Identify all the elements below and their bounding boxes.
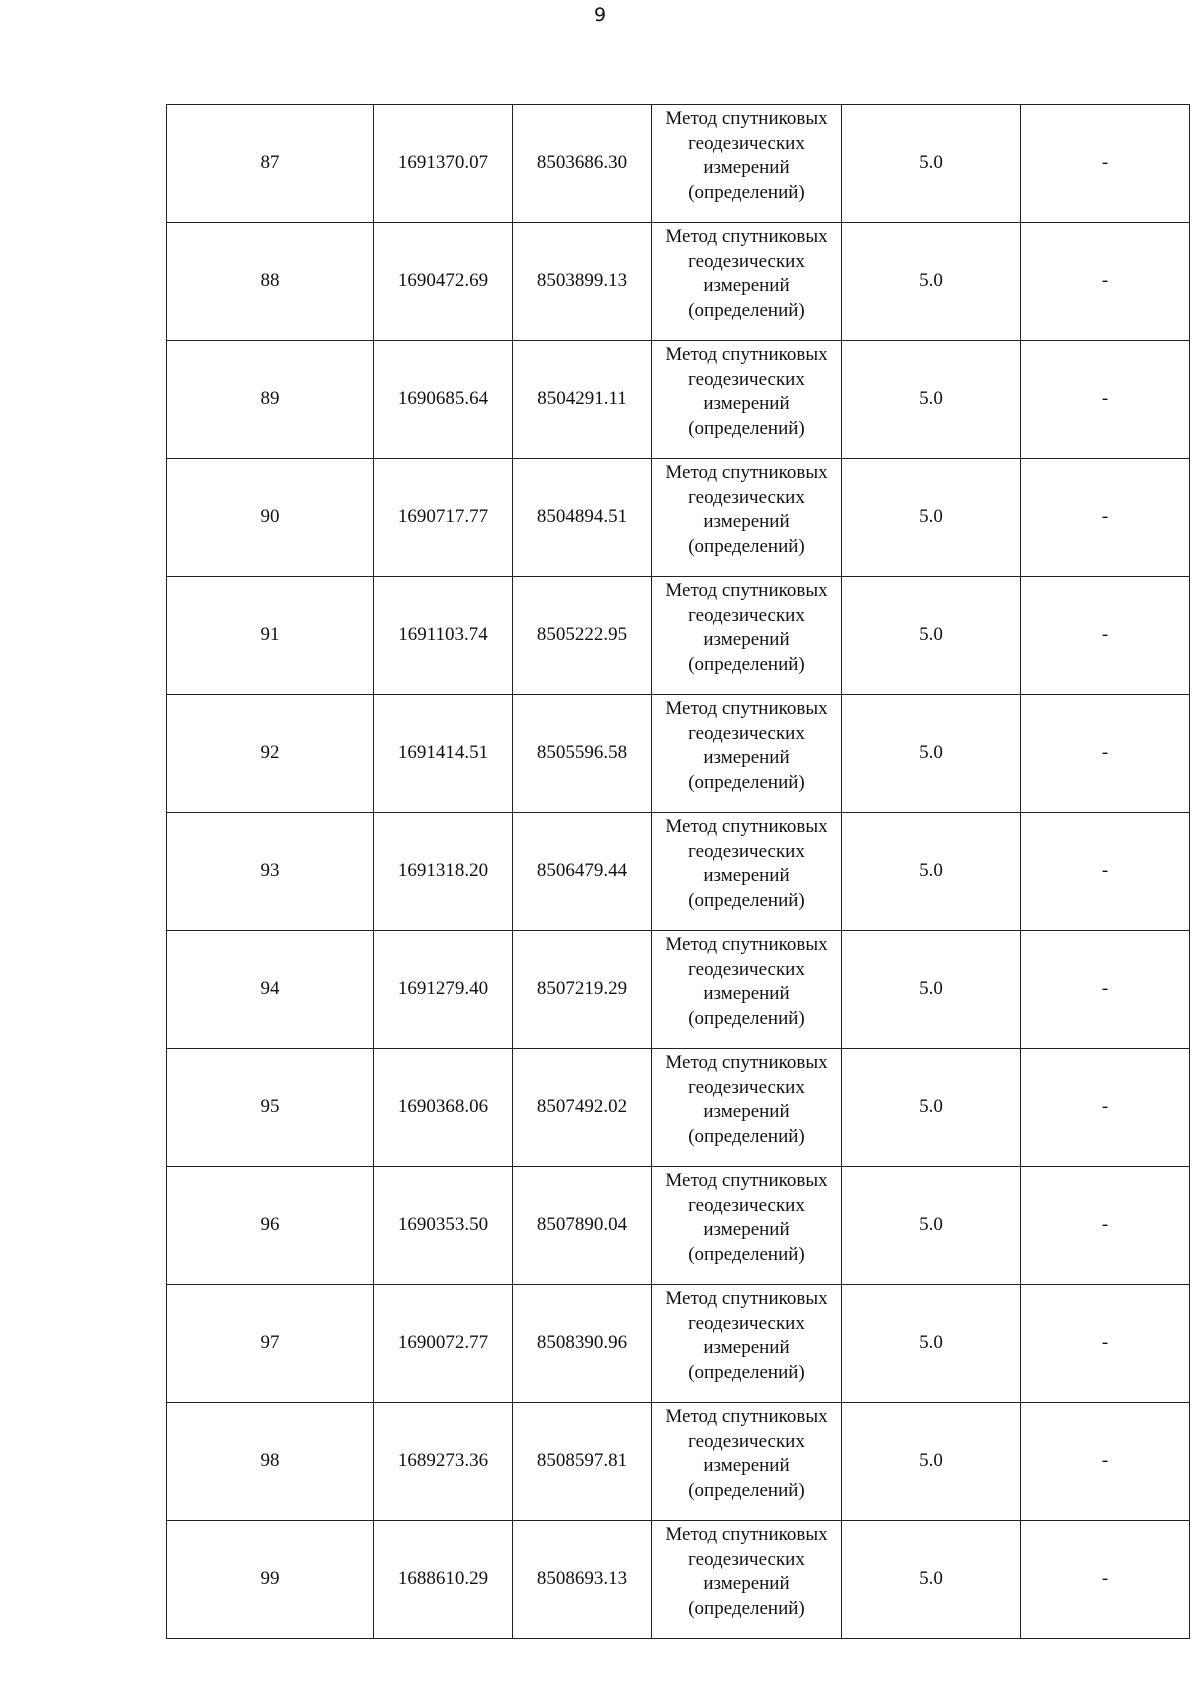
method-cell xyxy=(652,341,842,459)
method-line: (определений) xyxy=(688,1479,805,1501)
method-cell xyxy=(652,223,842,341)
method-line: (определений) xyxy=(688,299,805,321)
table-row xyxy=(167,459,1190,577)
y-coordinate-cell: 8504894.51 xyxy=(513,459,652,577)
point-number-cell: 99 xyxy=(167,1521,374,1639)
x-coordinate-cell: 1690685.64 xyxy=(374,341,513,459)
method-line: (определений) xyxy=(688,417,805,439)
method-line: Метод спутниковых xyxy=(665,1288,828,1309)
method-line: измерений xyxy=(703,747,790,768)
method-line: Метод спутниковых xyxy=(665,1406,828,1427)
method-line: (определений) xyxy=(688,889,805,911)
method-line: (определений) xyxy=(688,1007,805,1029)
method-line: (определений) xyxy=(688,1243,805,1265)
note-cell: - xyxy=(1021,577,1190,695)
table-row xyxy=(167,223,1190,341)
x-coordinate-cell: 1691414.51 xyxy=(374,695,513,813)
x-coordinate-cell: 1691370.07 xyxy=(374,105,513,223)
accuracy-cell: 5.0 xyxy=(842,105,1021,223)
accuracy-cell: 5.0 xyxy=(842,341,1021,459)
y-coordinate-cell: 8505596.58 xyxy=(513,695,652,813)
method-line: измерений xyxy=(703,865,790,886)
x-coordinate-cell: 1690368.06 xyxy=(374,1049,513,1167)
point-number-cell: 87 xyxy=(167,105,374,223)
method-cell xyxy=(652,931,842,1049)
method-line: геодезических xyxy=(688,958,805,980)
note-cell: - xyxy=(1021,695,1190,813)
method-line: (определений) xyxy=(688,653,805,675)
table-row xyxy=(167,931,1190,1049)
coordinates-table-body xyxy=(167,105,1190,1639)
method-line: Метод спутниковых xyxy=(665,108,828,129)
point-number-cell: 98 xyxy=(167,1403,374,1521)
note-cell: - xyxy=(1021,105,1190,223)
method-line: геодезических xyxy=(688,132,805,154)
accuracy-cell: 5.0 xyxy=(842,1167,1021,1285)
method-cell xyxy=(652,459,842,577)
method-line: измерений xyxy=(703,1219,790,1240)
point-number-cell: 90 xyxy=(167,459,374,577)
x-coordinate-cell: 1688610.29 xyxy=(374,1521,513,1639)
accuracy-cell: 5.0 xyxy=(842,577,1021,695)
y-coordinate-cell: 8507219.29 xyxy=(513,931,652,1049)
method-line: Метод спутниковых xyxy=(665,226,828,247)
accuracy-cell: 5.0 xyxy=(842,813,1021,931)
method-line: Метод спутниковых xyxy=(665,462,828,483)
method-line: Метод спутниковых xyxy=(665,816,828,837)
accuracy-cell: 5.0 xyxy=(842,459,1021,577)
method-line: геодезических xyxy=(688,1548,805,1570)
method-line: Метод спутниковых xyxy=(665,1524,828,1545)
method-cell xyxy=(652,105,842,223)
table-row xyxy=(167,1403,1190,1521)
method-line: измерений xyxy=(703,1573,790,1594)
method-line: измерений xyxy=(703,1455,790,1476)
method-line: измерений xyxy=(703,1337,790,1358)
method-line: измерений xyxy=(703,157,790,178)
note-cell: - xyxy=(1021,1521,1190,1639)
accuracy-cell: 5.0 xyxy=(842,1049,1021,1167)
method-line: геодезических xyxy=(688,1194,805,1216)
x-coordinate-cell: 1690472.69 xyxy=(374,223,513,341)
method-line: геодезических xyxy=(688,840,805,862)
y-coordinate-cell: 8508390.96 xyxy=(513,1285,652,1403)
point-number-cell: 94 xyxy=(167,931,374,1049)
method-line: (определений) xyxy=(688,1597,805,1619)
table-row xyxy=(167,1285,1190,1403)
method-cell xyxy=(652,1521,842,1639)
method-line: Метод спутниковых xyxy=(665,1052,828,1073)
point-number-cell: 88 xyxy=(167,223,374,341)
x-coordinate-cell: 1690353.50 xyxy=(374,1167,513,1285)
note-cell: - xyxy=(1021,813,1190,931)
y-coordinate-cell: 8508693.13 xyxy=(513,1521,652,1639)
method-line: Метод спутниковых xyxy=(665,934,828,955)
table-row xyxy=(167,1049,1190,1167)
x-coordinate-cell: 1691279.40 xyxy=(374,931,513,1049)
method-line: измерений xyxy=(703,1101,790,1122)
y-coordinate-cell: 8507890.04 xyxy=(513,1167,652,1285)
coordinates-table xyxy=(166,104,1190,1639)
table-row xyxy=(167,577,1190,695)
note-cell: - xyxy=(1021,459,1190,577)
table-row xyxy=(167,341,1190,459)
method-line: Метод спутниковых xyxy=(665,698,828,719)
note-cell: - xyxy=(1021,931,1190,1049)
method-line: (определений) xyxy=(688,181,805,203)
point-number-cell: 89 xyxy=(167,341,374,459)
point-number-cell: 92 xyxy=(167,695,374,813)
x-coordinate-cell: 1689273.36 xyxy=(374,1403,513,1521)
table-row xyxy=(167,1167,1190,1285)
accuracy-cell: 5.0 xyxy=(842,1403,1021,1521)
point-number-cell: 91 xyxy=(167,577,374,695)
method-cell xyxy=(652,1049,842,1167)
x-coordinate-cell: 1691103.74 xyxy=(374,577,513,695)
method-line: геодезических xyxy=(688,1076,805,1098)
method-line: геодезических xyxy=(688,1430,805,1452)
method-line: измерений xyxy=(703,629,790,650)
accuracy-cell: 5.0 xyxy=(842,223,1021,341)
method-line: Метод спутниковых xyxy=(665,1170,828,1191)
method-line: геодезических xyxy=(688,250,805,272)
accuracy-cell: 5.0 xyxy=(842,695,1021,813)
method-line: Метод спутниковых xyxy=(665,344,828,365)
x-coordinate-cell: 1691318.20 xyxy=(374,813,513,931)
y-coordinate-cell: 8504291.11 xyxy=(513,341,652,459)
y-coordinate-cell: 8505222.95 xyxy=(513,577,652,695)
method-line: (определений) xyxy=(688,1125,805,1147)
table-row xyxy=(167,813,1190,931)
method-line: измерений xyxy=(703,511,790,532)
accuracy-cell: 5.0 xyxy=(842,931,1021,1049)
method-cell xyxy=(652,695,842,813)
point-number-cell: 95 xyxy=(167,1049,374,1167)
note-cell: - xyxy=(1021,1403,1190,1521)
point-number-cell: 96 xyxy=(167,1167,374,1285)
table-row xyxy=(167,1521,1190,1639)
method-line: (определений) xyxy=(688,771,805,793)
point-number-cell: 97 xyxy=(167,1285,374,1403)
method-line: (определений) xyxy=(688,535,805,557)
y-coordinate-cell: 8507492.02 xyxy=(513,1049,652,1167)
method-line: измерений xyxy=(703,393,790,414)
x-coordinate-cell: 1690717.77 xyxy=(374,459,513,577)
method-line: геодезических xyxy=(688,604,805,626)
note-cell: - xyxy=(1021,223,1190,341)
method-line: геодезических xyxy=(688,722,805,744)
y-coordinate-cell: 8503899.13 xyxy=(513,223,652,341)
method-line: (определений) xyxy=(688,1361,805,1383)
point-number-cell: 93 xyxy=(167,813,374,931)
method-line: Метод спутниковых xyxy=(665,580,828,601)
x-coordinate-cell: 1690072.77 xyxy=(374,1285,513,1403)
y-coordinate-cell: 8506479.44 xyxy=(513,813,652,931)
method-cell xyxy=(652,577,842,695)
y-coordinate-cell: 8503686.30 xyxy=(513,105,652,223)
method-line: измерений xyxy=(703,275,790,296)
method-cell xyxy=(652,1403,842,1521)
y-coordinate-cell: 8508597.81 xyxy=(513,1403,652,1521)
method-cell xyxy=(652,813,842,931)
method-line: геодезических xyxy=(688,368,805,390)
method-cell xyxy=(652,1285,842,1403)
method-line: геодезических xyxy=(688,1312,805,1334)
table-row xyxy=(167,695,1190,813)
method-cell xyxy=(652,1167,842,1285)
page-number: 9 xyxy=(593,4,607,26)
method-line: измерений xyxy=(703,983,790,1004)
method-line: геодезических xyxy=(688,486,805,508)
note-cell: - xyxy=(1021,341,1190,459)
note-cell: - xyxy=(1021,1285,1190,1403)
table-row xyxy=(167,105,1190,223)
note-cell: - xyxy=(1021,1167,1190,1285)
note-cell: - xyxy=(1021,1049,1190,1167)
accuracy-cell: 5.0 xyxy=(842,1521,1021,1639)
accuracy-cell: 5.0 xyxy=(842,1285,1021,1403)
